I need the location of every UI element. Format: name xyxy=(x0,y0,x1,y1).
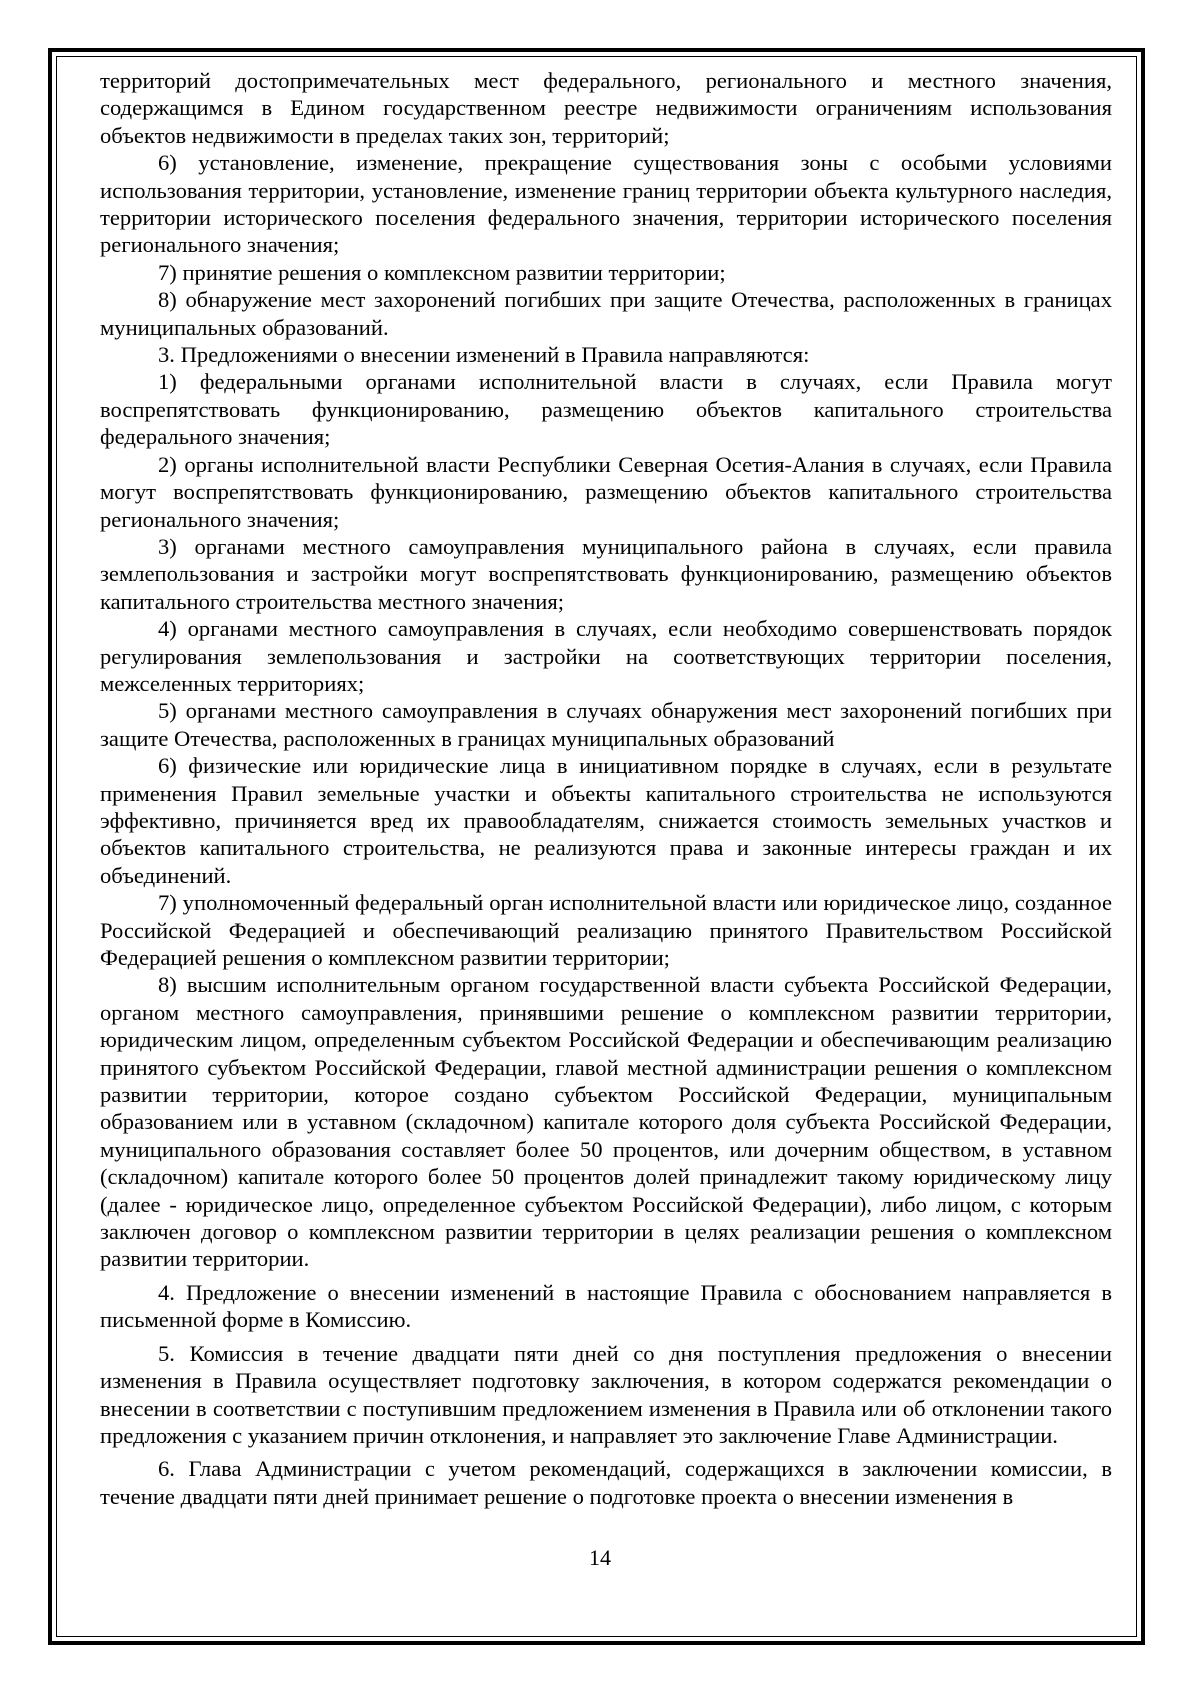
list-item-6-zone: 6) установление, изменение, прекращение существования зоны с особыми условиями использования территории, установление, изменение границ территории объекта культурного наследия, территории исторического поселения федерального значения, территории исторического поселения регионального значения; xyxy=(100,150,1112,258)
section-6-paragraph: 6. Глава Администрации с учетом рекомендаций, содержащихся в заключении комиссии, в течение двадцати пяти дней принимает решение о подготовке проекта о внесении изменения в xyxy=(100,1456,1112,1509)
section-5-paragraph: 5. Комиссия в течение двадцати пяти дней со дня поступления предложения о внесении изменения в Правила осуществляет подготовку заключения, в котором содержатся рекомендации о внесении в соответствии с поступившим предложением изменения в Правила или об отклонении такого предложения с указанием причин отклонения, и направляет это заключение Главе Администрации. xyxy=(100,1340,1112,1448)
document-body xyxy=(100,67,1112,1510)
proposal-item-8: 8) высшим исполнительным органом государственной власти субъекта Российской Федерации, органом местного самоуправления, принявшими решение о комплексном развитии территории, юридическим лицом, определенным субъектом Российской Федерации и обеспечивающим реализацию принятого субъектом Российской Федерации, главой местной администрации решения о комплексном развитии территории, которое создано субъектом Российской Федерации, муниципальным образованием или в уставном (складочном) капитале которого доля субъекта Российской Федерации, муниципального образования составляет более 50 процентов, или дочерним обществом, в уставном (складочном) капитале которого более 50 процентов долей принадлежит такому юридическому лицу (далее - юридическое лицо, определенное субъектом Российской Федерации), либо лицом, с которым заключен договор о комплексном развитии территории в целях реализации решения о комплексном развитии территории. xyxy=(100,972,1112,1272)
section-3-heading: 3. Предложениями о внесении изменений в Правила направляются: xyxy=(158,342,810,368)
list-item-7-complex-development: 7) принятие решения о комплексном развитии территории; xyxy=(158,259,726,285)
paragraph-continuation: территорий достопримечательных мест федерального, регионального и местного значения, содержащимся в Едином государственном реестре недвижимости ограничениям использования объектов недвижимости в пределах таких зон, территорий; xyxy=(100,68,1112,148)
proposal-item-5: 5) органами местного самоуправления в случаях обнаружения мест захоронений погибших при защите Отечества, расположенных в границах муниципальных образований xyxy=(100,698,1112,751)
proposal-item-6: 6) физические или юридические лица в инициативном порядке в случаях, если в результате применения Правил земельные участки и объекты капитального строительства не используются эффективно, причиняется вред их правообладателям, снижается стоимость земельных участков и объектов капитального строительства, не реализуются права и законные интересы граждан и их объединений. xyxy=(100,753,1112,888)
proposal-item-7: 7) уполномоченный федеральный орган исполнительной власти или юридическое лицо, созданное Российской Федерацией и обеспечивающий реализацию принятого Правительством Российской Федерацией решения о комплексном развитии территории; xyxy=(100,890,1112,970)
proposal-item-4: 4) органами местного самоуправления в случаях, если необходимо совершенствовать порядок регулирования землепользования и застройки на соответствующих территории поселения, межселенных территориях; xyxy=(100,616,1112,696)
section-4-paragraph: 4. Предложение о внесении изменений в настоящие Правила с обоснованием направляется в письменной форме в Комиссию. xyxy=(100,1279,1112,1333)
proposal-item-3: 3) органами местного самоуправления муниципального района в случаях, если правила землепользования и застройки могут воспрепятствовать функционированию, размещению объектов капитального строительства местного значения; xyxy=(100,533,1112,614)
list-item-8-burials: 8) обнаружение мест захоронений погибших при защите Отечества, расположенных в границах муниципальных образований. xyxy=(100,287,1112,340)
proposal-item-2: 2) органы исполнительной власти Республики Северная Осетия-Алания в случаях, если Правила могут воспрепятствовать функционированию, размещению объектов капитального строительства регионального значения; xyxy=(100,451,1112,532)
page-number: 14 xyxy=(589,1545,611,1570)
proposal-item-1: 1) федеральными органами исполнительной власти в случаях, если Правила могут воспрепятствовать функционированию, размещению объектов капитального строительства федерального значения; xyxy=(100,369,1112,450)
